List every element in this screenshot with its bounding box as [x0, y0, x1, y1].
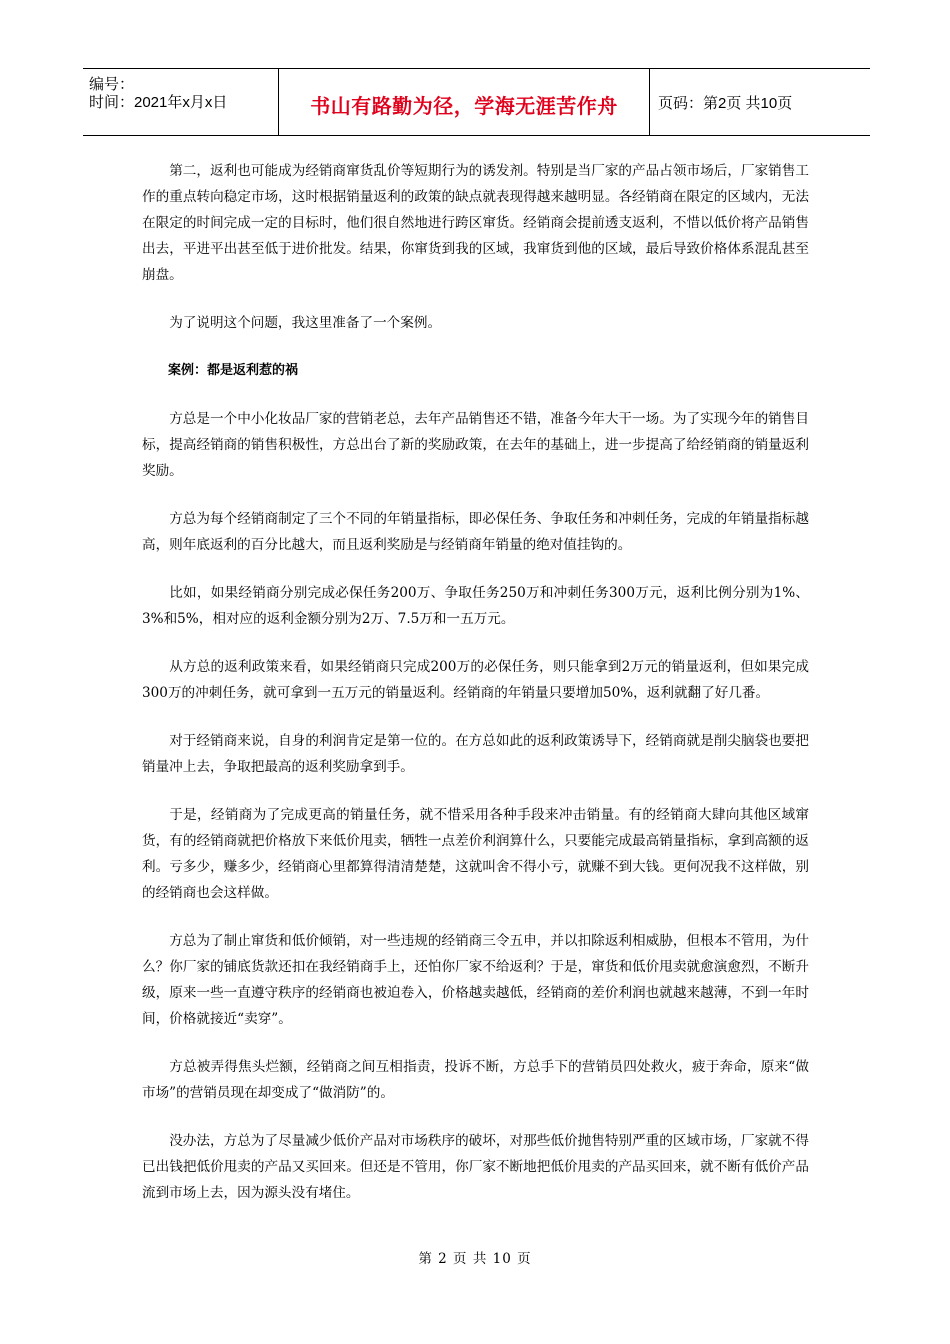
paragraph: 方总是一个中小化妆品厂家的营销老总，去年产品销售还不错，准备今年大干一场。为了实现今年的销售目标，提高经销商的销售积极性，方总出台了新的奖励政策，在去年的基础上，进一步提高了给经销商的销量返利奖励。 [142, 411, 809, 479]
motto-text: 书山有路勤为径，学海无涯苦作舟 [310, 93, 618, 118]
paragraph: 于是，经销商为了完成更高的销量任务，就不惜采用各种手段来冲击销量。有的经销商大肆向其他区域窜货，有的经销商就把价格放下来低价甩卖，牺牲一点差价利润算什么，只要能完成最高销量指标，拿到高额的返利。亏多少，赚多少，经销商心里都算得清清楚楚，这就叫舍不得小亏，就赚不到大钱。更何况我不这样做，别的经销商也会这样做。 [142, 807, 809, 901]
paragraph: 比如，如果经销商分别完成必保任务200万、争取任务250万和冲刺任务300万元，返利比例分别为1%、3%和5%，相对应的返利金额分别为2万、7.5万和一五万元。 [142, 585, 809, 627]
paragraph: 没办法，方总为了尽量减少低价产品对市场秩序的破坏，对那些低价抛售特别严重的区域市场，厂家就不得已出钱把低价甩卖的产品又买回来。但还是不管用，你厂家不断地把低价甩卖的产品买回来，就不断有低价产品流到市场上去，因为源头没有堵住。 [142, 1133, 809, 1201]
paragraph: 方总为每个经销商制定了三个不同的年销量指标，即必保任务、争取任务和冲刺任务，完成的年销量指标越高，则年底返利的百分比越大，而且返利奖励是与经销商年销量的绝对值挂钩的。 [142, 511, 809, 553]
header-page-number: 页码：第2页 共10页 [658, 94, 793, 112]
header-page-cell [650, 69, 870, 135]
page-footer: 第 2 页 共 10 页 [418, 1251, 532, 1267]
header-motto-cell [279, 69, 650, 135]
paragraph: 第二，返利也可能成为经销商窜货乱价等短期行为的诱发剂。特别是当厂家的产品占领市场后，厂家销售工作的重点转向稳定市场，这时根据销量返利的政策的缺点就表现得越来越明显。各经销商在限定的区域内，无法在限定的时间完成一定的目标时，他们很自然地进行跨区窜货。经销商会提前透支返利，不惜以低价将产品销售出去，平进平出甚至低于进价批发。结果，你窜货到我的区域，我窜货到他的区域，最后导致价格体系混乱甚至崩盘。 [142, 163, 809, 283]
document-date: 时间：2021年x月x日 [89, 94, 228, 111]
header-meta-cell [83, 69, 279, 135]
paragraph: 从方总的返利政策来看，如果经销商只完成200万的必保任务，则只能拿到2万元的销量返利，但如果完成300万的冲刺任务，就可拿到一五万元的销量返利。经销商的年销量只要增加50%，返利就翻了好几番。 [142, 659, 809, 701]
document-number-label: 编号： [89, 76, 135, 93]
paragraph: 方总为了制止窜货和低价倾销，对一些违规的经销商三令五申，并以扣除返利相威胁，但根本不管用，为什么？你厂家的铺底货款还扣在我经销商手上，还怕你厂家不给返利？于是，窜货和低价甩卖就愈演愈烈，不断升级，原来一些一直遵守秩序的经销商也被迫卷入，价格越卖越低，经销商的差价利润也就越来越薄，不到一年时间，价格就接近“卖穿”。 [142, 933, 809, 1027]
paragraph: 对于经销商来说，自身的利润肯定是第一位的。在方总如此的返利政策诱导下，经销商就是削尖脑袋也要把销量冲上去，争取把最高的返利奖励拿到手。 [142, 733, 809, 775]
paragraph: 为了说明这个问题，我这里准备了一个案例。 [169, 315, 442, 331]
paragraph: 方总被弄得焦头烂额，经销商之间互相指责，投诉不断，方总手下的营销员四处救火，疲于奔命，原来“做市场”的营销员现在却变成了“做消防”的。 [142, 1059, 809, 1101]
page-header [83, 68, 870, 136]
case-heading: 案例：都是返利惹的祸 [168, 363, 299, 378]
document-body [142, 158, 809, 1228]
